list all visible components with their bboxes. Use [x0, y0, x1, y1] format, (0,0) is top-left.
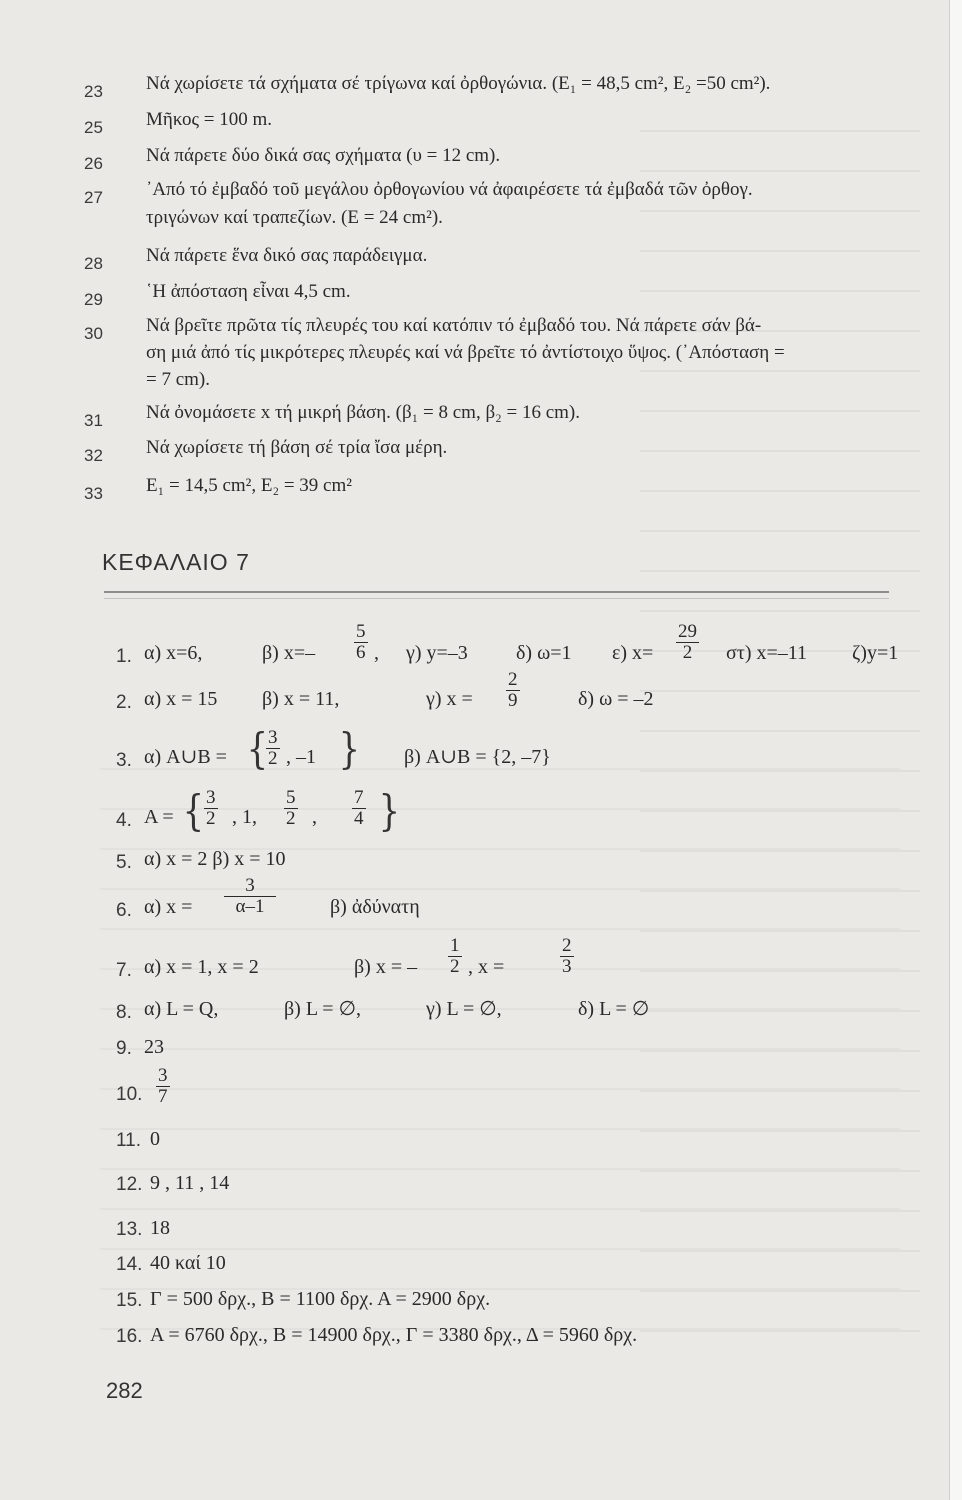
answer-part: 0 — [150, 1128, 160, 1150]
answer-part: α) x = — [144, 896, 193, 918]
answer-9 — [116, 1034, 416, 1064]
fraction-numerator: 3 — [224, 876, 276, 897]
fraction-denominator: 6 — [356, 642, 366, 663]
answer-11 — [116, 1126, 416, 1156]
fraction-numerator: 3 — [268, 727, 278, 748]
fraction — [448, 936, 462, 977]
answer-number: 13. — [116, 1219, 143, 1240]
answer-part: γ) y=–3 — [406, 642, 468, 664]
brace-open: { — [182, 786, 205, 835]
answer-10 — [116, 1065, 416, 1114]
answer-part: ε) x= — [612, 642, 654, 664]
answer-number: 12. — [116, 1174, 143, 1195]
fraction-numerator: 2 — [562, 935, 572, 956]
answer-number: 4. — [116, 810, 132, 831]
answer-part: A = — [144, 806, 174, 828]
answer-number: 7. — [116, 960, 132, 981]
answer-part: , x = — [468, 956, 505, 978]
answer-number: 16. — [116, 1326, 143, 1347]
answer-part: α) A∪B = — [144, 746, 227, 768]
answer-part: β) x = – — [354, 956, 418, 978]
answer-part: , 1, — [232, 806, 257, 828]
answer-7 — [116, 935, 916, 988]
fraction-numerator: 3 — [206, 787, 216, 808]
answer-number: 5. — [116, 852, 132, 873]
hint-text: ᾽Από τό ἐμβαδό τοῦ μεγάλου ὀρθογωνίου νά ἀφαιρέσετε τά ἐμβαδά τῶν ὀρθογ. — [146, 179, 753, 200]
fraction-denominator: 2 — [268, 748, 278, 769]
answer-number: 6. — [116, 900, 132, 921]
fraction-denominator: 3 — [562, 956, 572, 977]
answer-part: α) x = 15 — [144, 688, 218, 710]
answer-part: στ) x=–11 — [726, 642, 808, 664]
hint-number: 31 — [84, 411, 103, 430]
fraction-denominator: 4 — [354, 808, 364, 829]
brace-close: } — [338, 724, 361, 773]
answer-part: Α = 6760 δρχ., Β = 14900 δρχ., Γ = 3380 δρχ., Δ = 5960 δρχ. — [150, 1324, 638, 1346]
hint-text: Νά βρεῖτε πρῶτα τίς πλευρές του καί κατόπιν τό ἐμβαδό του. Νά πάρετε σάν βά- — [146, 315, 762, 336]
answer-part: α) x=6, — [144, 642, 203, 664]
answer-part: ζ)y=1 — [852, 642, 899, 664]
fraction-numerator: 2 — [508, 669, 518, 690]
answer-part: , –1 — [286, 746, 316, 768]
hint-number: 33 — [84, 484, 103, 503]
answer-13 — [116, 1215, 416, 1245]
answer-part: β) x = 11, — [262, 688, 340, 710]
hint-text: Νά χωρίσετε τή βάση σέ τρία ἴσα μέρη. — [146, 437, 448, 458]
fraction — [156, 1066, 170, 1107]
answer-part: δ) ω = –2 — [578, 688, 654, 710]
hint-number: 32 — [84, 446, 103, 465]
answer-5 — [116, 846, 916, 876]
hint-text: Νά χωρίσετε τά σχήματα σέ τρίγωνα καί ὀρθογώνια. (Ε₁ = 48,5 cm², Ε₂ =50 cm²). — [146, 73, 771, 94]
fraction — [560, 936, 574, 977]
answer-part: γ) x = — [426, 688, 473, 710]
page-edge — [949, 0, 962, 1500]
hint-number: 30 — [84, 324, 103, 343]
hint-number: 25 — [84, 118, 103, 137]
fraction-numerator: 1 — [450, 935, 460, 956]
answer-2 — [116, 669, 916, 722]
fraction-denominator: 2 — [286, 808, 296, 829]
hint-text: Νά πάρετε ἕνα δικό σας παράδειγμα. — [146, 245, 428, 266]
answer-part: 9 , 11 , 14 — [150, 1172, 230, 1194]
fraction — [676, 622, 699, 663]
fraction-numerator: 7 — [354, 787, 364, 808]
answer-part: α) x = 1, x = 2 — [144, 956, 259, 978]
answer-number: 8. — [116, 1002, 132, 1023]
fraction-denominator: 9 — [508, 690, 518, 711]
answer-part: α) L = Q, — [144, 998, 219, 1020]
answer-1 — [116, 621, 916, 674]
answer-3 — [116, 724, 916, 778]
hint-continuation: = 7 cm). — [146, 369, 211, 390]
fraction — [224, 876, 276, 917]
answer-part: 23 — [144, 1036, 164, 1058]
chapter-title: ΚΕΦΑΛΑΙΟ 7 — [102, 549, 250, 575]
answer-part: α) x = 2 β) x = 10 — [144, 848, 286, 870]
answer-part: 18 — [150, 1217, 170, 1239]
hint-number: 27 — [84, 188, 103, 207]
hint-number: 28 — [84, 254, 103, 273]
fraction — [506, 670, 520, 711]
answer-number: 14. — [116, 1254, 143, 1275]
hint-number: 29 — [84, 290, 103, 309]
hint-text: ῾Η ἀπόσταση εἶναι 4,5 cm. — [146, 281, 351, 302]
fraction-numerator: 3 — [158, 1065, 168, 1086]
divider — [104, 598, 889, 599]
answer-number: 10. — [116, 1084, 143, 1105]
page-number: 282 — [106, 1378, 143, 1403]
answer-part: β) x=– — [262, 642, 316, 664]
answer-part: Γ = 500 δρχ., Β = 1100 δρχ. Α = 2900 δρχ. — [150, 1288, 491, 1310]
fraction-numerator: 5 — [356, 621, 366, 642]
hint-text: Ε₁ = 14,5 cm², Ε₂ = 39 cm² — [146, 475, 352, 496]
answer-6 — [116, 875, 916, 928]
hint-continuation: ση μιά ἀπό τίς μικρότερες πλευρές καί νά βρεῖτε τό ἀντίστοιχο ὕψος. (᾽Απόσταση = — [146, 342, 785, 363]
answer-part: β) ἀδύνατη — [330, 896, 420, 918]
fraction-denominator: 2 — [450, 956, 460, 977]
hint-text: Μῆκος = 100 m. — [146, 109, 273, 130]
fraction-numerator: 5 — [286, 787, 296, 808]
fraction-denominator: 2 — [682, 642, 693, 663]
answer-16 — [116, 1322, 916, 1352]
brace-close: } — [378, 786, 401, 835]
hint-text: Νά ὀνομάσετε x τή μικρή βάση. (β₁ = 8 cm, β₂ = 16 cm). — [146, 402, 580, 423]
fraction — [266, 728, 280, 769]
answer-part: , — [312, 806, 317, 828]
answer-part: β) A∪B = {2, –7} — [404, 746, 551, 768]
answer-number: 9. — [116, 1038, 132, 1059]
fraction — [284, 788, 298, 829]
answer-part: 40 καί 10 — [150, 1252, 226, 1274]
answer-4 — [116, 786, 916, 835]
hint-number: 26 — [84, 154, 103, 173]
answer-number: 1. — [116, 646, 132, 667]
answer-8 — [116, 996, 916, 1026]
answer-14 — [116, 1250, 516, 1280]
hint-continuation: τριγώνων καί τραπεζίων. (Ε = 24 cm²). — [146, 207, 443, 228]
answer-part: γ) L = ∅, — [426, 998, 502, 1020]
answer-12 — [116, 1170, 516, 1200]
fraction-denominator: α–1 — [235, 896, 265, 917]
brace-open: { — [246, 724, 269, 773]
answer-number: 15. — [116, 1290, 143, 1311]
show-through-text — [640, 100, 920, 1350]
answer-part: , — [374, 642, 379, 664]
answer-part: β) L = ∅, — [284, 998, 362, 1020]
answer-number: 11. — [116, 1130, 142, 1151]
answer-part: δ) ω=1 — [516, 642, 572, 664]
answer-15 — [116, 1286, 816, 1316]
answer-number: 2. — [116, 692, 132, 713]
answer-part: δ) L = ∅ — [578, 998, 650, 1020]
hint-number: 23 — [84, 82, 103, 101]
fraction — [354, 622, 368, 663]
fraction-denominator: 7 — [158, 1086, 168, 1107]
hint-text: Νά πάρετε δύο δικά σας σχήματα (υ = 12 cm). — [146, 145, 501, 166]
fraction — [204, 788, 218, 829]
fraction-numerator: 29 — [678, 621, 697, 642]
divider — [104, 591, 889, 593]
answer-number: 3. — [116, 750, 132, 771]
fraction — [352, 788, 366, 829]
fraction-denominator: 2 — [206, 808, 216, 829]
